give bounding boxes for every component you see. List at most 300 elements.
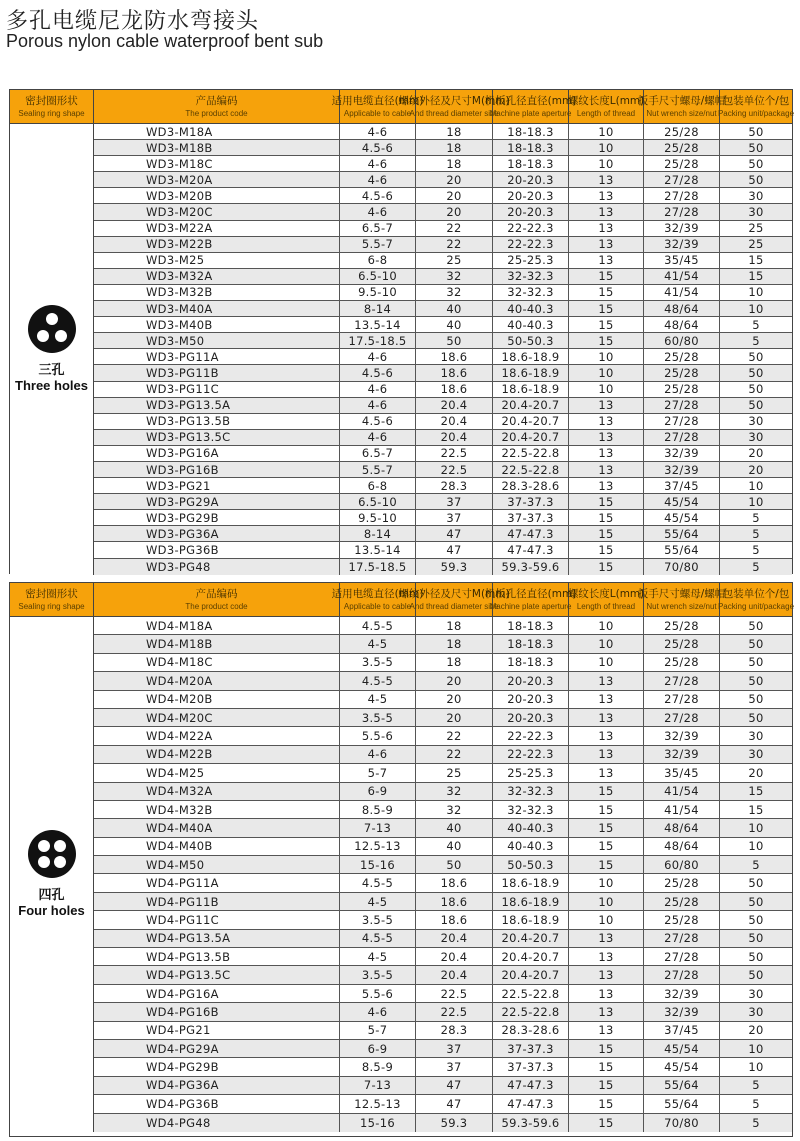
table-cell: 6-8: [340, 478, 416, 493]
table-cell: 10: [569, 617, 644, 634]
product-code-cell: WD3-M20C: [94, 204, 340, 219]
table-cell: 27/28: [644, 414, 720, 429]
table-cell: 50: [748, 931, 764, 946]
table-cell: 25/28: [644, 140, 720, 155]
table-cell: 22-22.3: [493, 237, 569, 252]
header-cell: [10, 583, 94, 616]
table-cell: 40: [416, 301, 493, 316]
table-row: [94, 801, 792, 819]
table-cell: 13: [569, 985, 644, 1002]
table-cell: 20-20.3: [493, 204, 569, 219]
header-cell: [398, 583, 510, 616]
table-cell: 37: [416, 510, 493, 525]
table-row: [94, 446, 792, 462]
shape-label-chinese: 四孔: [38, 888, 65, 904]
table-cell: 48/64: [644, 819, 720, 836]
table-cell: 15: [569, 1040, 644, 1057]
product-code-cell: WD4-PG11B: [94, 893, 340, 910]
table-row: [94, 188, 792, 204]
header-label-chinese: 螺纹长度L(mm): [567, 94, 645, 107]
header-cell: [569, 90, 644, 123]
table-cell: 10: [569, 365, 644, 380]
product-code-cell: WD3-M22B: [94, 237, 340, 252]
product-code-cell: WD3-PG13.5A: [94, 398, 340, 413]
table-cell: 25/28: [644, 349, 720, 364]
table-cell: 59.3: [416, 1114, 493, 1132]
product-code-cell: WD4-PG36B: [94, 1095, 340, 1112]
table-cell: 15-16: [340, 1114, 416, 1132]
shape-label-english: Four holes: [18, 903, 85, 919]
table-cell: 25/28: [644, 874, 720, 891]
table-cell: 4-5: [340, 691, 416, 708]
header-label-english: Sealing ring shape: [18, 108, 85, 118]
table-cell: 37: [416, 494, 493, 509]
table-cell: 50: [748, 894, 764, 909]
table-cell: 18.6-18.9: [493, 911, 569, 928]
table-cell: 47-47.3: [493, 1095, 569, 1112]
table-row: [94, 172, 792, 188]
table-cell: 25/28: [644, 124, 720, 139]
table-cell: 10: [748, 820, 764, 835]
table-cell: 6-8: [340, 253, 416, 268]
header-label-english: Nut wrench size/nut: [646, 108, 717, 118]
table-cell: 27/28: [644, 691, 720, 708]
table-cell: 22-22.3: [493, 221, 569, 236]
table-cell: 35/45: [644, 253, 720, 268]
product-code-cell: WD4-M32A: [94, 783, 340, 800]
table-cell: 41/54: [644, 801, 720, 818]
table-row: [94, 856, 792, 874]
table-cell: 25: [748, 237, 764, 252]
product-code-cell: WD4-M18C: [94, 654, 340, 671]
table-cell: 48/64: [644, 317, 720, 332]
header-label-chinese: 密封圈形状: [25, 94, 78, 107]
header-label-chinese: 扳手尺寸螺母/螺帽: [637, 587, 726, 600]
table-cell: 15: [748, 269, 764, 284]
table-cell: 47-47.3: [493, 1077, 569, 1094]
product-code-cell: WD4-M32B: [94, 801, 340, 818]
table-header: [10, 583, 795, 617]
table-cell: 15: [569, 301, 644, 316]
table-cell: 13: [569, 1022, 644, 1039]
table-cell: 15: [569, 494, 644, 509]
product-code-cell: WD3-PG21: [94, 478, 340, 493]
table-row: [94, 1040, 792, 1058]
product-code-cell: WD4-PG16B: [94, 1003, 340, 1020]
table-cell: 70/80: [644, 559, 720, 575]
sealing-shape-cell: [10, 124, 94, 575]
table-cell: 15-16: [340, 856, 416, 873]
table-cell: 18.6: [416, 365, 493, 380]
table-row: [94, 494, 792, 510]
table-cell: 25: [748, 221, 764, 236]
table-cell: 18: [416, 635, 493, 652]
table-cell: 13: [569, 414, 644, 429]
product-code-cell: WD3-PG11A: [94, 349, 340, 364]
table-row: [94, 398, 792, 414]
table-cell: 15: [569, 1077, 644, 1094]
product-code-cell: WD3-M40B: [94, 317, 340, 332]
product-code-cell: WD3-PG13.5C: [94, 430, 340, 445]
table-cell: 4-6: [340, 349, 416, 364]
table-cell: 20-20.3: [493, 691, 569, 708]
table-cell: 18.6: [416, 382, 493, 397]
table-cell: 55/64: [644, 526, 720, 541]
table-cell: 20-20.3: [493, 172, 569, 187]
table-cell: 5.5-7: [340, 237, 416, 252]
table-cell: 59.3: [416, 559, 493, 575]
table-cell: 22-22.3: [493, 746, 569, 763]
table-row: [94, 709, 792, 727]
table-cell: 32: [416, 269, 493, 284]
table-cell: 20: [416, 204, 493, 219]
table-cell: 20: [416, 691, 493, 708]
table-row: [94, 617, 792, 635]
table-cell: 50-50.3: [493, 333, 569, 348]
table-row: [94, 365, 792, 381]
table-cell: 18: [416, 617, 493, 634]
table-cell: 4-6: [340, 204, 416, 219]
table-cell: 50-50.3: [493, 856, 569, 873]
product-code-cell: WD4-M20B: [94, 691, 340, 708]
table-cell: 10: [569, 140, 644, 155]
table-cell: 10: [748, 285, 764, 300]
table-cell: 15: [569, 285, 644, 300]
table-cell: 5: [752, 857, 760, 872]
table-row: [94, 838, 792, 856]
header-label-chinese: 适用电缆直径(mm): [331, 587, 424, 600]
table-row: [94, 1077, 792, 1095]
table-cell: 18: [416, 124, 493, 139]
table-cell: 10: [569, 124, 644, 139]
shape-label-english: Three holes: [15, 378, 88, 394]
table-cell: 30: [748, 986, 764, 1001]
table-cell: 15: [569, 526, 644, 541]
product-code-cell: WD3-PG48: [94, 559, 340, 575]
table-cell: 37: [416, 1058, 493, 1075]
product-code-cell: WD3-PG29B: [94, 510, 340, 525]
product-code-cell: WD3-PG11B: [94, 365, 340, 380]
table-cell: 45/54: [644, 494, 720, 509]
table-cell: 37-37.3: [493, 510, 569, 525]
table-row: [94, 414, 792, 430]
table-cell: 40-40.3: [493, 819, 569, 836]
table-cell: 50: [748, 398, 764, 413]
table-cell: 32/39: [644, 221, 720, 236]
table-cell: 8.5-9: [340, 801, 416, 818]
table-cell: 4-6: [340, 156, 416, 171]
table-cell: 27/28: [644, 398, 720, 413]
header-label-chinese: 适用电缆直径(mm): [331, 94, 424, 107]
table-row: [94, 1058, 792, 1076]
table-cell: 15: [569, 1114, 644, 1132]
header-cell: [717, 583, 795, 616]
table-cell: 10: [569, 874, 644, 891]
table-cell: 4-5: [340, 893, 416, 910]
header-cell: [484, 583, 577, 616]
table-cell: 50: [748, 618, 764, 633]
table-cell: 25/28: [644, 635, 720, 652]
table-row: [94, 156, 792, 172]
header-cell: [484, 90, 577, 123]
table-cell: 30: [748, 414, 764, 429]
table-cell: 13: [569, 966, 644, 983]
table-cell: 37: [416, 1040, 493, 1057]
table-cell: 3.5-5: [340, 654, 416, 671]
table-cell: 55/64: [644, 542, 720, 557]
table-cell: 5: [752, 1115, 760, 1130]
table-cell: 4.5-6: [340, 365, 416, 380]
table-cell: 30: [748, 1004, 764, 1019]
table-cell: 37-37.3: [493, 1058, 569, 1075]
table-cell: 18.6-18.9: [493, 893, 569, 910]
table-cell: 9.5-10: [340, 285, 416, 300]
table-cell: 35/45: [644, 764, 720, 781]
header-label-english: The product code: [185, 601, 248, 611]
header-label-chinese: 包装单位个/包: [722, 94, 790, 107]
table-cell: 25/28: [644, 617, 720, 634]
table-cell: 9.5-10: [340, 510, 416, 525]
table-row: [94, 462, 792, 478]
table-cell: 17.5-18.5: [340, 559, 416, 575]
table-cell: 25/28: [644, 893, 720, 910]
table-cell: 22.5: [416, 985, 493, 1002]
product-code-cell: WD4-M40B: [94, 838, 340, 855]
table-cell: 10: [569, 349, 644, 364]
table-cell: 25/28: [644, 156, 720, 171]
header-label-english: Nut wrench size/nut: [646, 601, 717, 611]
table-cell: 4-5: [340, 948, 416, 965]
table-cell: 50: [748, 382, 764, 397]
table-row: [94, 1114, 792, 1132]
table-cell: 32/39: [644, 462, 720, 477]
table-cell: 50: [748, 124, 764, 139]
table-cell: 5-7: [340, 1022, 416, 1039]
table-cell: 22-22.3: [493, 727, 569, 744]
table-cell: 32-32.3: [493, 269, 569, 284]
table-cell: 13: [569, 746, 644, 763]
product-code-cell: WD4-M20A: [94, 672, 340, 689]
product-code-cell: WD3-M32B: [94, 285, 340, 300]
table-cell: 60/80: [644, 856, 720, 873]
table-cell: 22.5: [416, 462, 493, 477]
table-cell: 15: [569, 510, 644, 525]
table-cell: 15: [569, 317, 644, 332]
table-row: [94, 727, 792, 745]
table-row: [94, 1095, 792, 1113]
table-cell: 47: [416, 542, 493, 557]
product-code-cell: WD4-PG13.5A: [94, 930, 340, 947]
header-cell: [94, 90, 340, 123]
table-cell: 50: [748, 140, 764, 155]
table-row: [94, 317, 792, 333]
table-cell: 40-40.3: [493, 301, 569, 316]
table-row: [94, 382, 792, 398]
table-cell: 5: [752, 526, 760, 541]
table-cell: 5.5-6: [340, 727, 416, 744]
table-cell: 13: [569, 930, 644, 947]
table-cell: 15: [748, 784, 764, 799]
page-title-english: Porous nylon cable waterproof bent sub: [6, 31, 324, 51]
table-cell: 17.5-18.5: [340, 333, 416, 348]
table-row: [94, 691, 792, 709]
table-row: [94, 966, 792, 984]
table-row: [94, 1022, 792, 1040]
table-cell: 55/64: [644, 1095, 720, 1112]
header-label-chinese: 螺纹长度L(mm): [567, 587, 645, 600]
table-cell: 13: [569, 188, 644, 203]
table-cell: 50: [748, 912, 764, 927]
table-cell: 4.5-5: [340, 874, 416, 891]
table-cell: 25/28: [644, 382, 720, 397]
table-cell: 37/45: [644, 478, 720, 493]
table-cell: 50: [748, 710, 764, 725]
table-cell: 4-6: [340, 1003, 416, 1020]
table-cell: 28.3-28.6: [493, 1022, 569, 1039]
header-label-english: Machine plate aperture: [489, 108, 572, 118]
table-cell: 13: [569, 727, 644, 744]
table-cell: 47-47.3: [493, 542, 569, 557]
table-cell: 5: [752, 510, 760, 525]
table-cell: 48/64: [644, 838, 720, 855]
table-cell: 13: [569, 462, 644, 477]
table-cell: 41/54: [644, 285, 720, 300]
table-cell: 32/39: [644, 237, 720, 252]
table-cell: 22.5-22.8: [493, 462, 569, 477]
table-cell: 5.5-6: [340, 985, 416, 1002]
table-cell: 32-32.3: [493, 285, 569, 300]
table-cell: 27/28: [644, 948, 720, 965]
table-cell: 3.5-5: [340, 709, 416, 726]
table-cell: 15: [569, 856, 644, 873]
table-cell: 27/28: [644, 709, 720, 726]
table-cell: 3.5-5: [340, 966, 416, 983]
table-cell: 27/28: [644, 672, 720, 689]
table-cell: 47-47.3: [493, 526, 569, 541]
table-cell: 4.5-5: [340, 672, 416, 689]
table-cell: 41/54: [644, 269, 720, 284]
table-cell: 25/28: [644, 365, 720, 380]
header-label-chinese: 机板孔径直径(mm): [484, 94, 577, 107]
table-cell: 22.5-22.8: [493, 985, 569, 1002]
table-cell: 18-18.3: [493, 140, 569, 155]
table-cell: 20.4-20.7: [493, 948, 569, 965]
table-cell: 20.4-20.7: [493, 966, 569, 983]
table-cell: 18-18.3: [493, 156, 569, 171]
table-cell: 20: [416, 672, 493, 689]
table-cell: 4.5-6: [340, 140, 416, 155]
table-cell: 28.3: [416, 1022, 493, 1039]
table-row: [94, 253, 792, 269]
table-cell: 22.5: [416, 1003, 493, 1020]
table-cell: 25: [416, 764, 493, 781]
sealing-shape-cell: [10, 617, 94, 1132]
header-label-english: Length of thread: [576, 601, 636, 611]
table-cell: 20: [748, 1023, 764, 1038]
table-cell: 47: [416, 1095, 493, 1112]
table-cell: 20.4: [416, 430, 493, 445]
table-cell: 13: [569, 672, 644, 689]
table-cell: 18.6-18.9: [493, 349, 569, 364]
table-cell: 10: [748, 839, 764, 854]
product-code-cell: WD4-PG11C: [94, 911, 340, 928]
table-cell: 27/28: [644, 204, 720, 219]
four-holes-table: [9, 582, 793, 1137]
table-cell: 25: [416, 253, 493, 268]
table-cell: 18.6: [416, 893, 493, 910]
table-cell: 13: [569, 691, 644, 708]
table-row: [94, 893, 792, 911]
table-cell: 15: [569, 333, 644, 348]
table-cell: 4.5-5: [340, 930, 416, 947]
table-cell: 13: [569, 948, 644, 965]
product-code-cell: WD4-M40A: [94, 819, 340, 836]
table-cell: 13.5-14: [340, 317, 416, 332]
shape-label-chinese: 三孔: [38, 363, 65, 379]
product-code-cell: WD3-M18B: [94, 140, 340, 155]
table-cell: 50: [748, 692, 764, 707]
table-row: [94, 542, 792, 558]
table-cell: 15: [569, 783, 644, 800]
table-row: [94, 430, 792, 446]
table-cell: 32: [416, 285, 493, 300]
header-cell: [637, 583, 726, 616]
table-cell: 27/28: [644, 930, 720, 947]
header-cell: [717, 90, 795, 123]
table-cell: 6.5-7: [340, 221, 416, 236]
table-rows: [94, 124, 792, 575]
table-cell: 30: [748, 729, 764, 744]
product-code-cell: WD4-M22B: [94, 746, 340, 763]
table-cell: 59.3-59.6: [493, 1114, 569, 1132]
table-cell: 20-20.3: [493, 672, 569, 689]
four-holes-icon: [28, 830, 76, 878]
table-row: [94, 478, 792, 494]
table-cell: 15: [569, 838, 644, 855]
table-cell: 10: [569, 635, 644, 652]
table-row: [94, 1003, 792, 1021]
table-row: [94, 874, 792, 892]
table-cell: 22.5: [416, 446, 493, 461]
table-row: [94, 204, 792, 220]
table-cell: 20.4: [416, 398, 493, 413]
table-cell: 40-40.3: [493, 317, 569, 332]
header-label-chinese: 螺纹外径及尺寸M(mm): [398, 587, 510, 600]
table-cell: 18-18.3: [493, 124, 569, 139]
table-cell: 50: [416, 333, 493, 348]
table-cell: 50: [748, 968, 764, 983]
table-cell: 50: [748, 655, 764, 670]
product-code-cell: WD4-M25: [94, 764, 340, 781]
product-code-cell: WD4-M22A: [94, 727, 340, 744]
table-row: [94, 635, 792, 653]
table-cell: 20.4: [416, 414, 493, 429]
product-code-cell: WD3-M20B: [94, 188, 340, 203]
table-cell: 7-13: [340, 819, 416, 836]
table-cell: 22: [416, 237, 493, 252]
table-cell: 13: [569, 446, 644, 461]
table-row: [94, 526, 792, 542]
table-cell: 48/64: [644, 301, 720, 316]
table-row: [94, 237, 792, 253]
header-cell: [94, 583, 340, 616]
header-label-english: And thread diameter size: [409, 108, 499, 118]
table-cell: 5-7: [340, 764, 416, 781]
product-code-cell: WD3-M20A: [94, 172, 340, 187]
table-cell: 15: [569, 801, 644, 818]
table-cell: 10: [569, 382, 644, 397]
table-cell: 18-18.3: [493, 654, 569, 671]
